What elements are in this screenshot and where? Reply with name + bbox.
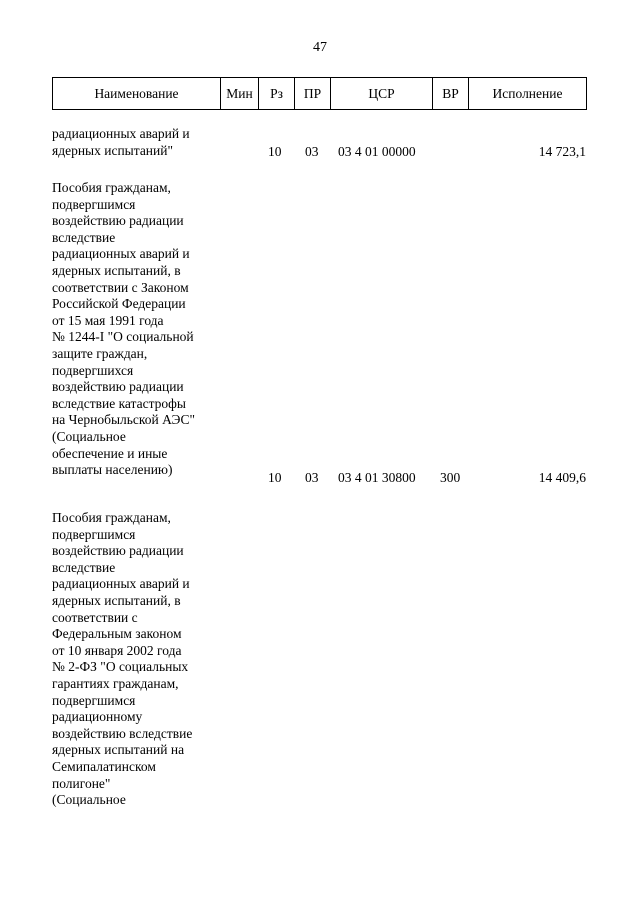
row-vr: 300 [440,470,461,485]
row-name: Пособия гражданам, подвергшимся воздействию радиации вследствие радиационных аварий и ядерных испытаний, в соответствии с Федеральным законом от 10 января 2002 года № 2-ФЗ "О социальных гарантиях гражданам, подвергшимся радиационному воздействию вследствие ядерных испытаний на Семипалатинском полигоне" (Социальное [52,510,193,808]
row-execution: 14 409,6 [538,470,586,485]
column-header-csr: ЦСР [331,78,433,110]
page-number: 47 [313,40,327,55]
column-header-pr: ПР [295,78,331,110]
row-pr: 03 [305,144,319,159]
column-header-min: Мин [221,78,259,110]
row-rz: 10 [268,144,282,159]
column-header-execution: Исполнение [469,78,587,110]
row-csr: 03 4 01 30800 [338,470,416,485]
row-rz: 10 [268,470,282,485]
column-header-name: Наименование [53,78,221,110]
column-header-vr: ВР [433,78,469,110]
row-name: Пособия гражданам, подвергшимся воздействию радиации вследствие радиационных аварий и ядерных испытаний, в соответствии с Законом Российской Федерации от 15 мая 1991 года № 1244-I "О социальной защите граждан, подвергшихся воздействию радиации вследствие катастрофы на Чернобыльской АЭС" (Социальное обеспечение и иные выплаты населению) [52,180,195,478]
column-header-rz: Рз [259,78,295,110]
table-header [52,77,587,110]
row-pr: 03 [305,470,319,485]
row-name: радиационных аварий и ядерных испытаний" [52,126,190,158]
row-execution: 14 723,1 [538,144,586,159]
row-csr: 03 4 01 00000 [338,144,416,159]
